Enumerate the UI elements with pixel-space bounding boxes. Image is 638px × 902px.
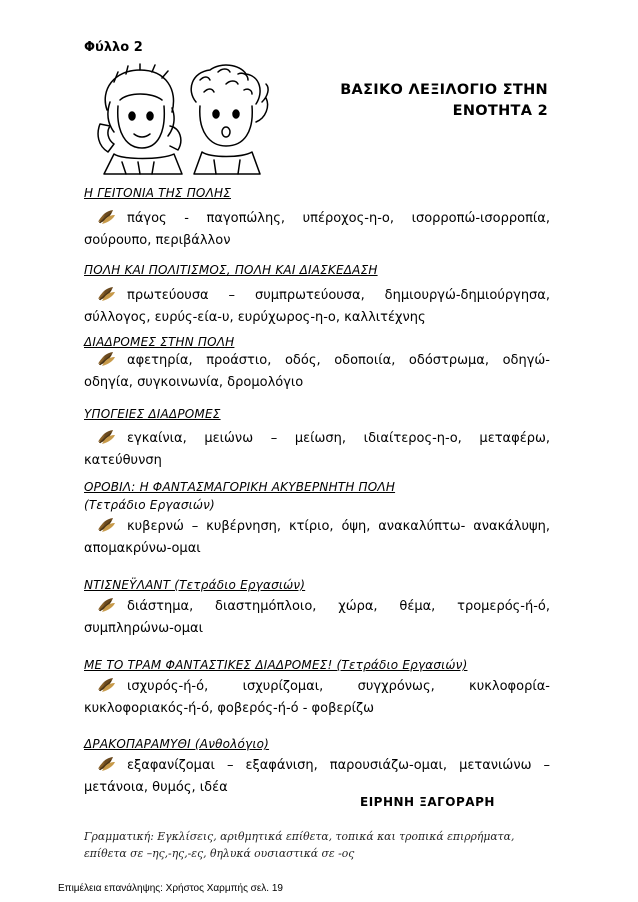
title-line-2: ΕΝΟΤΗΤΑ 2 (452, 103, 548, 119)
two-children-cartoon (92, 62, 272, 177)
section-title: ΠΟΛΗ ΚΑΙ ΠΟΛΙΤΙΣΜΟΣ, ΠΟΛΗ ΚΑΙ ΔΙΑΣΚΕΔΑΣΗ (84, 263, 378, 277)
vocabulary-list: ισχυρός-ή-ό, ισχυρίζομαι, συγχρόνως, κυκλοφορία-κυκλοφοριακός-ή-ό, φοβερός-ή-ό - φοβερίζω (84, 679, 550, 716)
leaf-bullet-icon (97, 517, 117, 533)
sheet-label: Φύλλο 2 (84, 40, 143, 55)
section-words (84, 676, 550, 720)
leaf-bullet-icon (97, 597, 117, 613)
leaf-bullet-icon (97, 286, 117, 302)
section-title: ΔΙΑΔΡΟΜΕΣ ΣΤΗΝ ΠΟΛΗ (84, 335, 235, 349)
section-words (84, 596, 550, 640)
vocabulary-list: πρωτεύουσα – συμπρωτεύουσα, δημιουργώ-δημιούργησα, σύλλογος, ευρύς-εία-υ, ευρύχωρος-η-ο, καλλιτέχνης (84, 288, 550, 325)
section-words (84, 208, 550, 252)
section-words (84, 428, 550, 472)
section-title: ΜΕ ΤΟ ΤΡΑΜ ΦΑΝΤΑΣΤΙΚΕΣ ΔΙΑΔΡΟΜΕΣ! (Τετράδιο Εργασιών) (84, 658, 468, 672)
section-words (84, 755, 550, 799)
section-words (84, 516, 550, 560)
vocabulary-list: κυβερνώ – κυβέρνηση, κτίριο, όψη, ανακαλύπτω- ανακάλυψη, απομακρύνω-ομαι (84, 519, 550, 556)
section-words (84, 350, 550, 394)
page-title (340, 80, 548, 122)
page-footer: Επιμέλεια επανάληψης: Χρήστος Χαρμπής σελ. 19 (58, 883, 283, 894)
leaf-bullet-icon (97, 756, 117, 772)
section-subtitle: (Τετράδιο Εργασιών) (84, 498, 215, 512)
section-title: ΔΡΑΚΟΠΑΡΑΜΥΘΙ (Ανθολόγιο) (84, 737, 270, 751)
section-title: Η ΓΕΙΤΟΝΙΑ ΤΗΣ ΠΟΛΗΣ (84, 186, 231, 200)
section-title: ΥΠΟΓΕΙΕΣ ΔΙΑΔΡΟΜΕΣ (84, 407, 221, 421)
leaf-bullet-icon (97, 677, 117, 693)
section-title: ΝΤΙΣΝΕΫΛΑΝΤ (Τετράδιο Εργασιών) (84, 578, 306, 592)
vocabulary-list: πάγος - παγοπώλης, υπέροχος-η-ο, ισορροπώ-ισορροπία, σούρουπο, περιβάλλον (84, 211, 550, 248)
grammar-note: Γραμματική: Εγκλίσεις, αριθμητικά επίθετα, τοπικά και τροπικά επιρρήματα, επίθετα σε –ης,-ης,-ες, θηλυκά ουσιαστικά σε -ος (84, 830, 515, 860)
title-line-1: ΒΑΣΙΚΟ ΛΕΞΙΛΟΓΙΟ ΣΤΗΝ (340, 82, 548, 98)
vocabulary-list: αφετηρία, προάστιο, οδός, οδοποιία, οδόστρωμα, οδηγώ-οδηγία, συγκοινωνία, δρομολόγιο (84, 353, 550, 390)
author-name: ΕΙΡΗΝΗ ΞΑΓΟΡΑΡΗ (360, 795, 495, 809)
section-words (84, 285, 550, 329)
leaf-bullet-icon (97, 351, 117, 367)
vocabulary-list: εξαφανίζομαι – εξαφάνιση, παρουσιάζω-ομαι, μετανιώνω – μετάνοια, θυμός, ιδέα (84, 758, 550, 795)
section-title: ΟΡΟΒΙΛ: Η ΦΑΝΤΑΣΜΑΓΟΡΙΚΗ ΑΚΥΒΕΡΝΗΤΗ ΠΟΛΗ (84, 480, 396, 494)
vocabulary-list: διάστημα, διαστημόπλοιο, χώρα, θέμα, τρομερός-ή-ό, συμπληρώνω-ομαι (84, 599, 550, 636)
vocabulary-list: εγκαίνια, μειώνω – μείωση, ιδιαίτερος-η-ο, μεταφέρω, κατεύθυνση (84, 431, 550, 468)
leaf-bullet-icon (97, 429, 117, 445)
leaf-bullet-icon (97, 209, 117, 225)
